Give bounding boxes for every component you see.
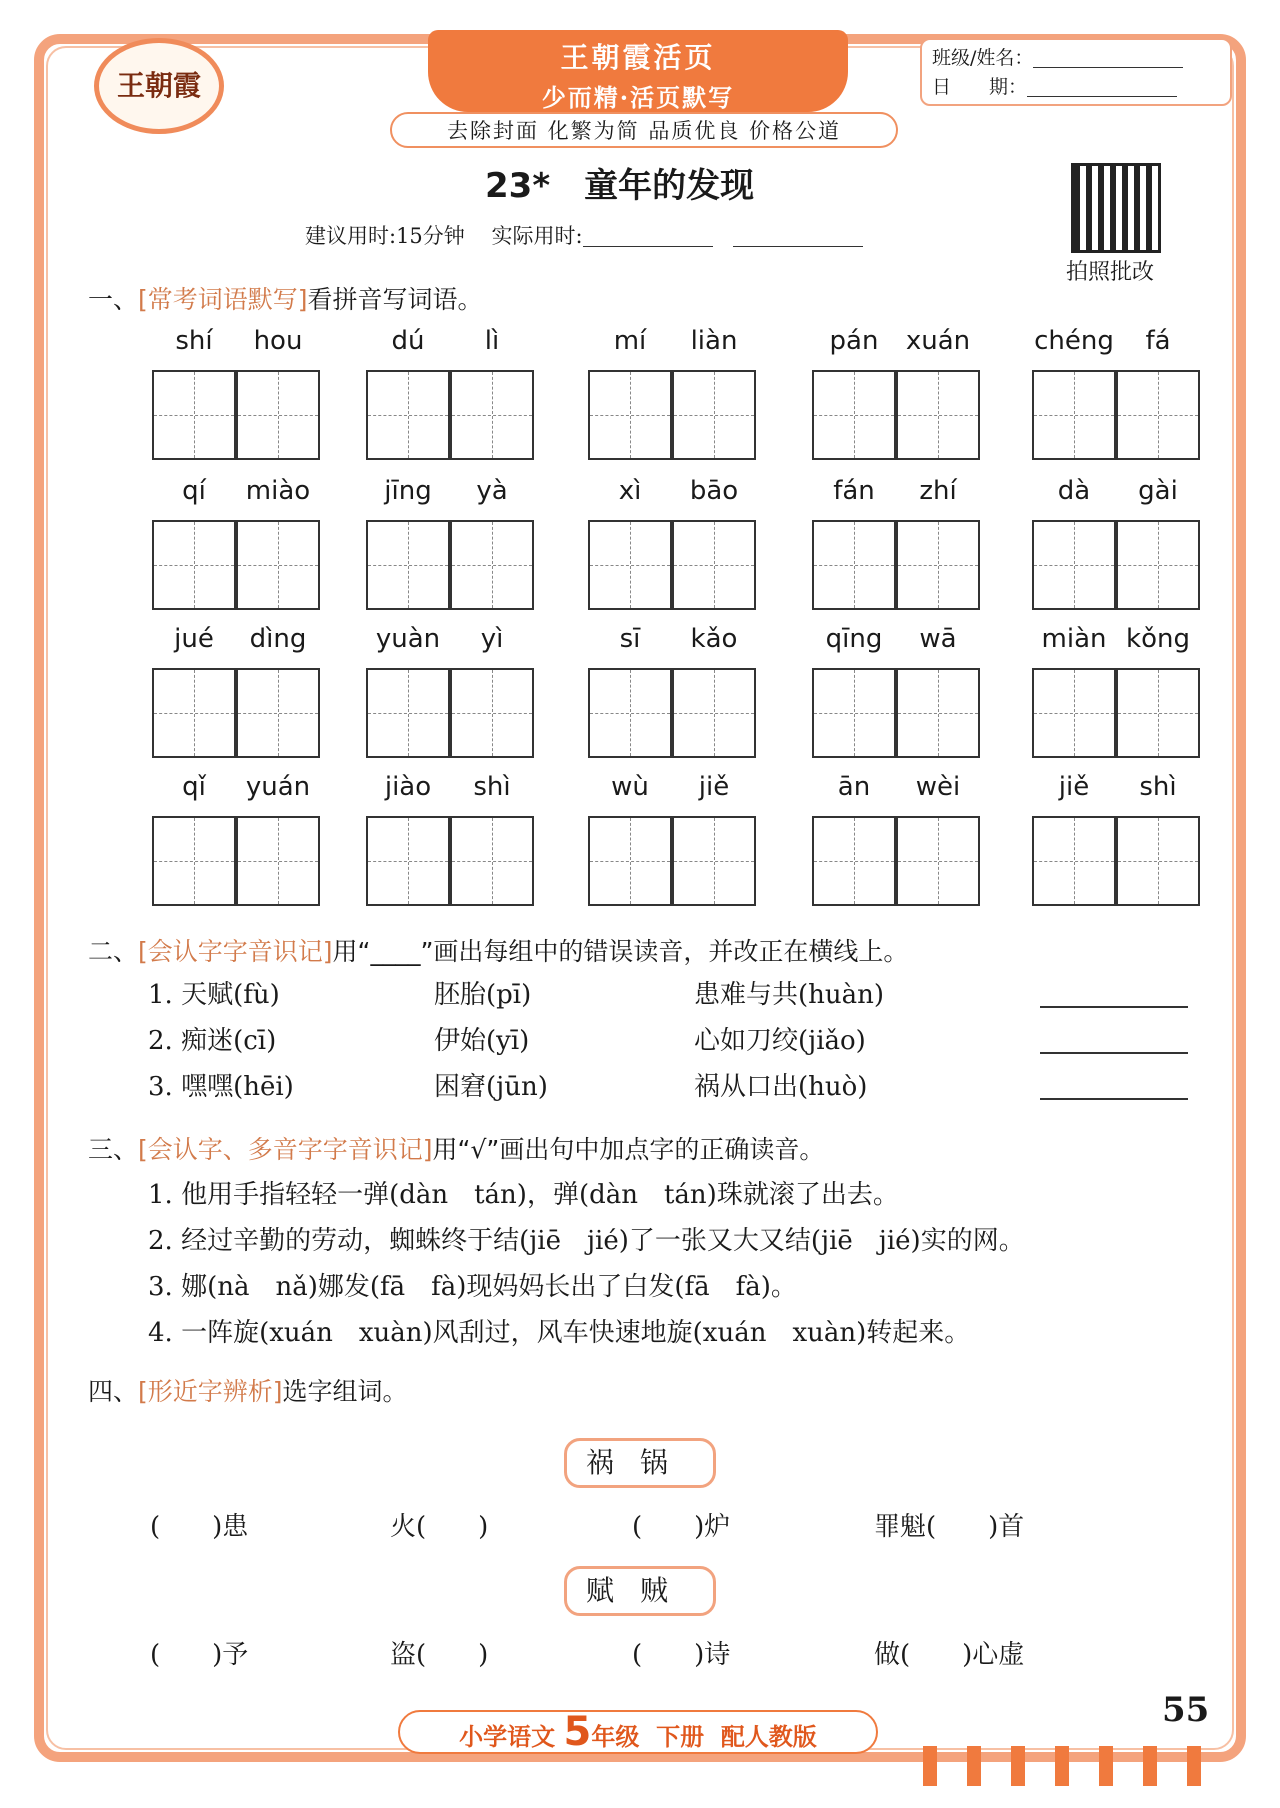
pinyin-syllable: ān [837, 772, 871, 802]
pinyin-syllable: kǒng [1126, 624, 1190, 654]
pinyin-syllable: zhí [919, 476, 957, 506]
writing-box[interactable] [1032, 816, 1116, 906]
pinyin-syllable: fán [833, 476, 875, 506]
writing-box[interactable] [1032, 520, 1116, 610]
pinyin-syllable: dú [391, 326, 425, 356]
pinyin-syllable: jué [174, 624, 214, 654]
pinyin-syllable: qīng [825, 624, 883, 654]
pronunciation-item: 心如刀绞(jiǎo) [694, 1026, 866, 1056]
section1-tag: [常考词语默写] [138, 285, 308, 314]
pronunciation-item: 困窘(jūn) [434, 1072, 548, 1102]
section2-tag: [会认字字音识记] [138, 937, 333, 966]
writing-box[interactable] [152, 816, 236, 906]
pronunciation-item: 1. 天赋(fù) [148, 980, 280, 1010]
section4-title: 四、[形近字辨析]选字组词。 [88, 1377, 408, 1406]
writing-box[interactable] [152, 668, 236, 758]
writing-box[interactable] [896, 520, 980, 610]
writing-box[interactable] [450, 668, 534, 758]
pronunciation-item: 2. 痴迷(cī) [148, 1026, 277, 1056]
writing-box[interactable] [152, 370, 236, 460]
fill-blank-item[interactable]: ( )予 [150, 1640, 249, 1670]
pinyin-syllable: jiě [698, 772, 730, 802]
logo-text: 王朝霞 [116, 69, 201, 102]
pinyin-syllable: wā [919, 624, 957, 654]
pinyin-syllable: pán [829, 326, 879, 356]
section2-title: 二、[会认字字音识记]用“____”画出每组中的错误读音，并改正在横线上。 [88, 937, 909, 966]
pronunciation-item: 3. 嘿嘿(hēi) [148, 1072, 294, 1102]
time-hint [305, 220, 863, 250]
class-name-label: 班级/姓名： [932, 47, 1034, 69]
pinyin-syllable: dà [1057, 476, 1091, 506]
pinyin-syllable: hou [253, 326, 303, 356]
pinyin-syllable: yuàn [375, 624, 441, 654]
sentence-item: 3. 娜(nà nǎ)娜发(fā fà)现妈妈长出了白发(fā fà)。 [148, 1272, 797, 1302]
pinyin-syllable: kǎo [690, 624, 738, 654]
pinyin-syllable: shì [1139, 772, 1177, 802]
pinyin-syllable: qí [182, 476, 206, 506]
writing-box[interactable] [896, 668, 980, 758]
pinyin-syllable: miào [245, 476, 311, 506]
writing-box[interactable] [366, 668, 450, 758]
pinyin-syllable: jiě [1058, 772, 1090, 802]
series-banner [428, 30, 848, 112]
fill-blank-item[interactable]: ( )患 [150, 1512, 249, 1542]
pinyin-syllable: wèi [915, 772, 961, 802]
class-name-field[interactable] [1033, 49, 1183, 68]
writing-box[interactable] [812, 370, 896, 460]
char-pair-tile: 赋贼 [564, 1566, 716, 1616]
fill-blank-item[interactable]: 盗( ) [390, 1640, 489, 1670]
pinyin-syllable: gài [1138, 476, 1178, 506]
sentence-item: 2. 经过辛勤的劳动，蜘蛛终于结(jiē jié)了一张又大又结(jiē jié)实的网。 [148, 1226, 1025, 1256]
writing-box[interactable] [812, 520, 896, 610]
tagline: 去除封面 化繁为简 品质优良 价格公道 [390, 112, 898, 148]
pinyin-syllable: fá [1145, 326, 1171, 356]
answer-line[interactable] [1040, 1098, 1188, 1100]
actual-time-label: 实际用时: [491, 224, 583, 248]
section1-title: 一、[常考词语默写]看拼音写词语。 [88, 285, 483, 314]
answer-line[interactable] [1040, 1006, 1188, 1008]
writing-box[interactable] [812, 816, 896, 906]
footer-badge: 小学语文 5年级 下册 配人教版 [398, 1710, 878, 1754]
writing-box[interactable] [588, 668, 672, 758]
qr-label: 拍照批改 [1066, 260, 1155, 285]
writing-box[interactable] [812, 668, 896, 758]
writing-box[interactable] [1116, 668, 1200, 758]
pronunciation-item: 胚胎(pī) [434, 980, 532, 1010]
writing-box[interactable] [896, 816, 980, 906]
actual-time-field[interactable] [583, 228, 713, 247]
pronunciation-item: 祸从口出(huò) [694, 1072, 868, 1102]
pinyin-syllable: chéng [1034, 326, 1114, 356]
writing-box[interactable] [450, 520, 534, 610]
pinyin-syllable: shì [473, 772, 511, 802]
writing-box[interactable] [366, 520, 450, 610]
pinyin-syllable: bāo [689, 476, 739, 506]
sentence-item: 1. 他用手指轻轻一弹(dàn tán)，弹(dàn tán)珠就滚了出去。 [148, 1180, 899, 1210]
fill-blank-item[interactable]: 做( )心虚 [874, 1640, 1025, 1670]
writing-box[interactable] [672, 370, 756, 460]
date-label: 日 期： [932, 76, 1028, 98]
fill-blank-item[interactable]: ( )炉 [632, 1512, 731, 1542]
writing-box[interactable] [236, 668, 320, 758]
suggested-time: 建议用时:15分钟 [305, 224, 465, 248]
pinyin-syllable: yuán [245, 772, 311, 802]
pinyin-syllable: xì [618, 476, 642, 506]
sentence-item: 4. 一阵旋(xuán xuàn)风刮过，风车快速地旋(xuán xuàn)转起来。 [148, 1318, 971, 1348]
writing-box[interactable] [1116, 370, 1200, 460]
qr-code-icon[interactable] [1071, 163, 1161, 253]
page-title: 23* 童年的发现 [485, 166, 755, 206]
char-pair-tile: 祸锅 [564, 1438, 716, 1488]
writing-box[interactable] [672, 668, 756, 758]
pinyin-syllable: liàn [690, 326, 738, 356]
writing-box[interactable] [672, 520, 756, 610]
writing-box[interactable] [450, 370, 534, 460]
writing-box[interactable] [366, 816, 450, 906]
banner-line1: 王朝霞活页 [560, 41, 716, 74]
pinyin-syllable: yà [476, 476, 508, 506]
pinyin-syllable: jiào [384, 772, 432, 802]
student-info-box [920, 38, 1232, 106]
pinyin-syllable: lì [484, 326, 500, 356]
pinyin-syllable: mí [613, 326, 647, 356]
pinyin-syllable: yì [480, 624, 504, 654]
fill-blank-item[interactable]: 罪魁( )首 [874, 1512, 1025, 1542]
writing-box[interactable] [672, 816, 756, 906]
actual-time-field-2[interactable] [733, 228, 863, 247]
section3-tag: [会认字、多音字字音识记] [138, 1135, 433, 1164]
publisher-logo [94, 38, 224, 134]
pinyin-syllable: miàn [1041, 624, 1107, 654]
writing-box[interactable] [1032, 370, 1116, 460]
pinyin-syllable: qǐ [182, 772, 206, 802]
fill-blank-item[interactable]: ( )诗 [632, 1640, 731, 1670]
writing-box[interactable] [588, 816, 672, 906]
page-number: 55 [1162, 1690, 1210, 1730]
writing-box[interactable] [1032, 668, 1116, 758]
date-field[interactable] [1027, 78, 1177, 97]
pinyin-syllable: wù [611, 772, 649, 802]
fill-blank-item[interactable]: 火( ) [390, 1512, 489, 1542]
writing-box[interactable] [588, 370, 672, 460]
writing-box[interactable] [588, 520, 672, 610]
writing-box[interactable] [236, 520, 320, 610]
writing-box[interactable] [1116, 520, 1200, 610]
pronunciation-item: 伊始(yī) [434, 1026, 530, 1056]
writing-box[interactable] [236, 816, 320, 906]
writing-box[interactable] [366, 370, 450, 460]
pinyin-syllable: sī [619, 624, 641, 654]
section4-tag: [形近字辨析] [138, 1377, 283, 1406]
banner-line2: 少而精·活页默写 [541, 83, 735, 112]
pinyin-syllable: xuán [905, 326, 971, 356]
writing-box[interactable] [1116, 816, 1200, 906]
pinyin-syllable: jīng [384, 476, 432, 506]
writing-box[interactable] [152, 520, 236, 610]
writing-box[interactable] [450, 816, 534, 906]
decorative-stripes [923, 1746, 1227, 1786]
writing-box[interactable] [236, 370, 320, 460]
pinyin-syllable: dìng [249, 624, 307, 654]
writing-box[interactable] [896, 370, 980, 460]
section3-title: 三、[会认字、多音字字音识记]用“√”画出句中加点字的正确读音。 [88, 1135, 825, 1164]
pronunciation-item: 患难与共(huàn) [694, 980, 885, 1010]
answer-line[interactable] [1040, 1052, 1188, 1054]
pinyin-syllable: shí [175, 326, 213, 356]
